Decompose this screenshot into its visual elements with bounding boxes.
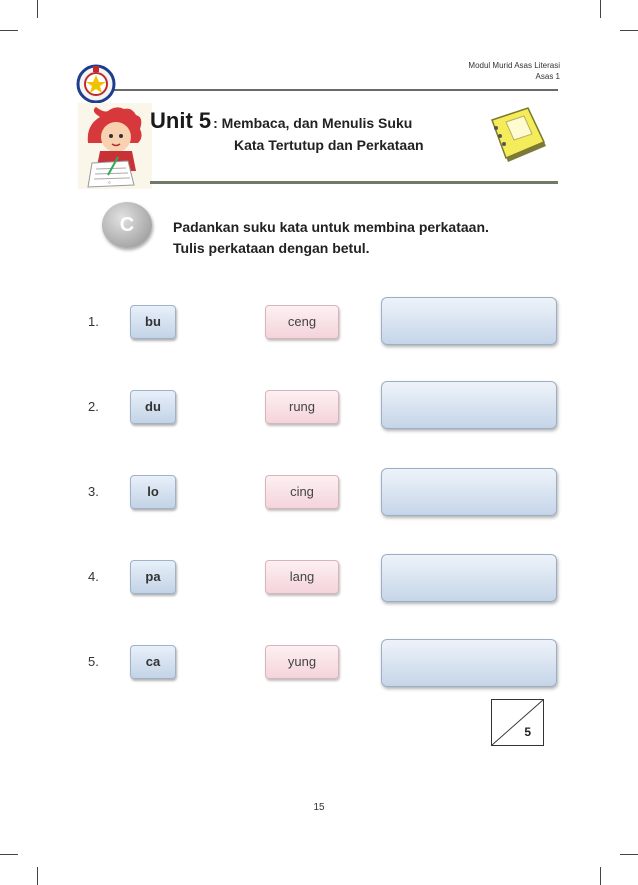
- instruction: [173, 217, 489, 259]
- title-rule: [150, 181, 558, 184]
- notebook-icon: [486, 106, 552, 168]
- crop-mark: [620, 30, 638, 31]
- section-badge: C: [102, 202, 152, 248]
- unit-subtitle-line2: Kata Tertutup dan Perkataan: [234, 137, 424, 153]
- score-total: 5: [524, 725, 531, 739]
- answer-box[interactable]: [381, 554, 557, 602]
- crop-mark: [600, 867, 601, 885]
- syllable-card-right[interactable]: cing: [265, 475, 339, 509]
- row-number: 4.: [88, 569, 99, 584]
- syllable-card-right[interactable]: ceng: [265, 305, 339, 339]
- crop-mark: [620, 854, 638, 855]
- unit-label: Unit 5: [150, 108, 212, 133]
- module-label: [468, 60, 560, 82]
- row-number: 5.: [88, 654, 99, 669]
- score-box[interactable]: [491, 699, 544, 746]
- answer-box[interactable]: [381, 639, 557, 687]
- answer-box[interactable]: [381, 381, 557, 429]
- unit-subtitle-line1: : Membaca, dan Menulis Suku: [213, 115, 413, 131]
- syllable-card-left[interactable]: ca: [130, 645, 176, 679]
- unit-title: [150, 108, 412, 134]
- module-level: Asas 1: [535, 72, 560, 81]
- instruction-line1: Padankan suku kata untuk membina perkataan.: [173, 219, 489, 235]
- crop-mark: [37, 0, 38, 18]
- syllable-card-left[interactable]: lo: [130, 475, 176, 509]
- syllable-card-left[interactable]: bu: [130, 305, 176, 339]
- score-divider: [492, 700, 543, 745]
- row-number: 1.: [88, 314, 99, 329]
- copyright-mark: ©: [108, 180, 111, 185]
- crop-mark: [0, 854, 18, 855]
- ministry-logo-icon: [76, 64, 116, 104]
- instruction-line2: Tulis perkataan dengan betul.: [173, 240, 370, 256]
- crop-mark: [0, 30, 18, 31]
- syllable-card-right[interactable]: lang: [265, 560, 339, 594]
- row-number: 2.: [88, 399, 99, 414]
- syllable-card-left[interactable]: du: [130, 390, 176, 424]
- answer-box[interactable]: [381, 468, 557, 516]
- row-number: 3.: [88, 484, 99, 499]
- module-name: Modul Murid Asas Literasi: [468, 61, 560, 70]
- syllable-card-right[interactable]: yung: [265, 645, 339, 679]
- page-number: 15: [313, 802, 325, 813]
- crop-mark: [600, 0, 601, 18]
- crop-mark: [37, 867, 38, 885]
- girl-writing-illustration: [78, 103, 152, 189]
- syllable-card-left[interactable]: pa: [130, 560, 176, 594]
- syllable-card-right[interactable]: rung: [265, 390, 339, 424]
- answer-box[interactable]: [381, 297, 557, 345]
- header-rule: [80, 89, 558, 91]
